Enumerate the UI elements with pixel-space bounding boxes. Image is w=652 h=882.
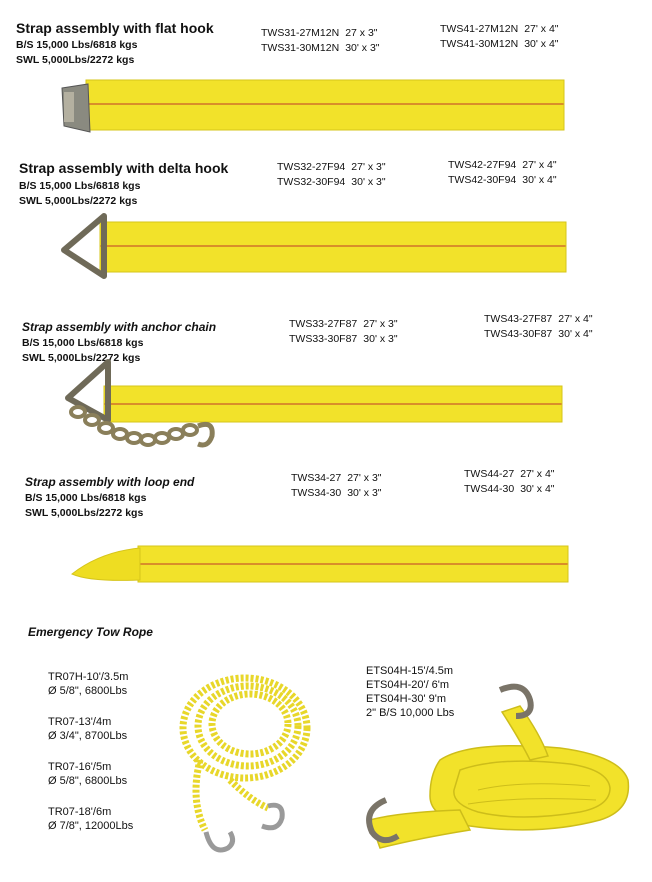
ets-line: ETS04H-15'/4.5m (366, 665, 454, 677)
code-row: TWS43-30F87 30' x 4" (484, 328, 593, 340)
ets-line: ETS04H-20'/ 6'm (366, 679, 450, 691)
code-row: TWS33-30F87 30' x 3" (289, 333, 398, 345)
code-row: TWS34-27 27' x 3" (291, 472, 382, 484)
rope-spec: Ø 7/8", 12000Lbs (48, 820, 134, 832)
code-row: TWS42-27F94 27' x 4" (448, 159, 557, 171)
code-row: TWS34-30 30' x 3" (291, 487, 382, 499)
code-row: TWS44-30 30' x 4" (464, 483, 555, 495)
breaking-strength: B/S 15,000 Lbs/6818 kgs (22, 337, 144, 349)
code-row: TWS31-30M12N 30' x 3" (261, 42, 380, 54)
rope-name: TR07-18'/6m (48, 806, 112, 818)
safe-working-load: SWL 5,000Lbs/2272 kgs (16, 54, 135, 66)
safe-working-load: SWL 5,000Lbs/2272 kgs (22, 352, 141, 364)
rope-spec: Ø 3/4", 8700Lbs (48, 730, 128, 742)
code-row: TWS32-27F94 27' x 3" (277, 161, 386, 173)
rope-spec: Ø 5/8", 6800Lbs (48, 775, 128, 787)
section-title-tow-rope: Emergency Tow Rope (28, 625, 153, 639)
safe-working-load: SWL 5,000Lbs/2272 kgs (19, 195, 138, 207)
code-row: TWS41-27M12N 27' x 4" (440, 23, 559, 35)
rope-spec: Ø 5/8", 6800Lbs (48, 685, 128, 697)
section-title-delta-hook: Strap assembly with delta hook (19, 160, 229, 176)
section-title-loop-end: Strap assembly with loop end (25, 475, 195, 489)
rope-name: TR07H-10'/3.5m (48, 671, 129, 683)
code-row: TWS31-27M12N 27 x 3" (261, 27, 378, 39)
ets-line: ETS04H-30' 9'm (366, 693, 447, 705)
safe-working-load: SWL 5,000Lbs/2272 kgs (25, 507, 144, 519)
breaking-strength: B/S 15,000 Lbs/6818 kgs (16, 39, 138, 51)
rope-name: TR07-16'/5m (48, 761, 112, 773)
section-title-anchor-chain: Strap assembly with anchor chain (22, 320, 217, 334)
ets-line: 2" B/S 10,000 Lbs (366, 707, 455, 719)
code-row: TWS42-30F94 30' x 4" (448, 174, 557, 186)
section-title-flat-hook: Strap assembly with flat hook (16, 20, 214, 36)
code-row: TWS43-27F87 27' x 4" (484, 313, 593, 325)
breaking-strength: B/S 15,000 Lbs/6818 kgs (19, 180, 141, 192)
code-row: TWS32-30F94 30' x 3" (277, 176, 386, 188)
breaking-strength: B/S 15,000 Lbs/6818 kgs (25, 492, 147, 504)
code-row: TWS44-27 27' x 4" (464, 468, 555, 480)
code-row: TWS33-27F87 27' x 3" (289, 318, 398, 330)
code-row: TWS41-30M12N 30' x 4" (440, 38, 559, 50)
rope-name: TR07-13'/4m (48, 716, 112, 728)
